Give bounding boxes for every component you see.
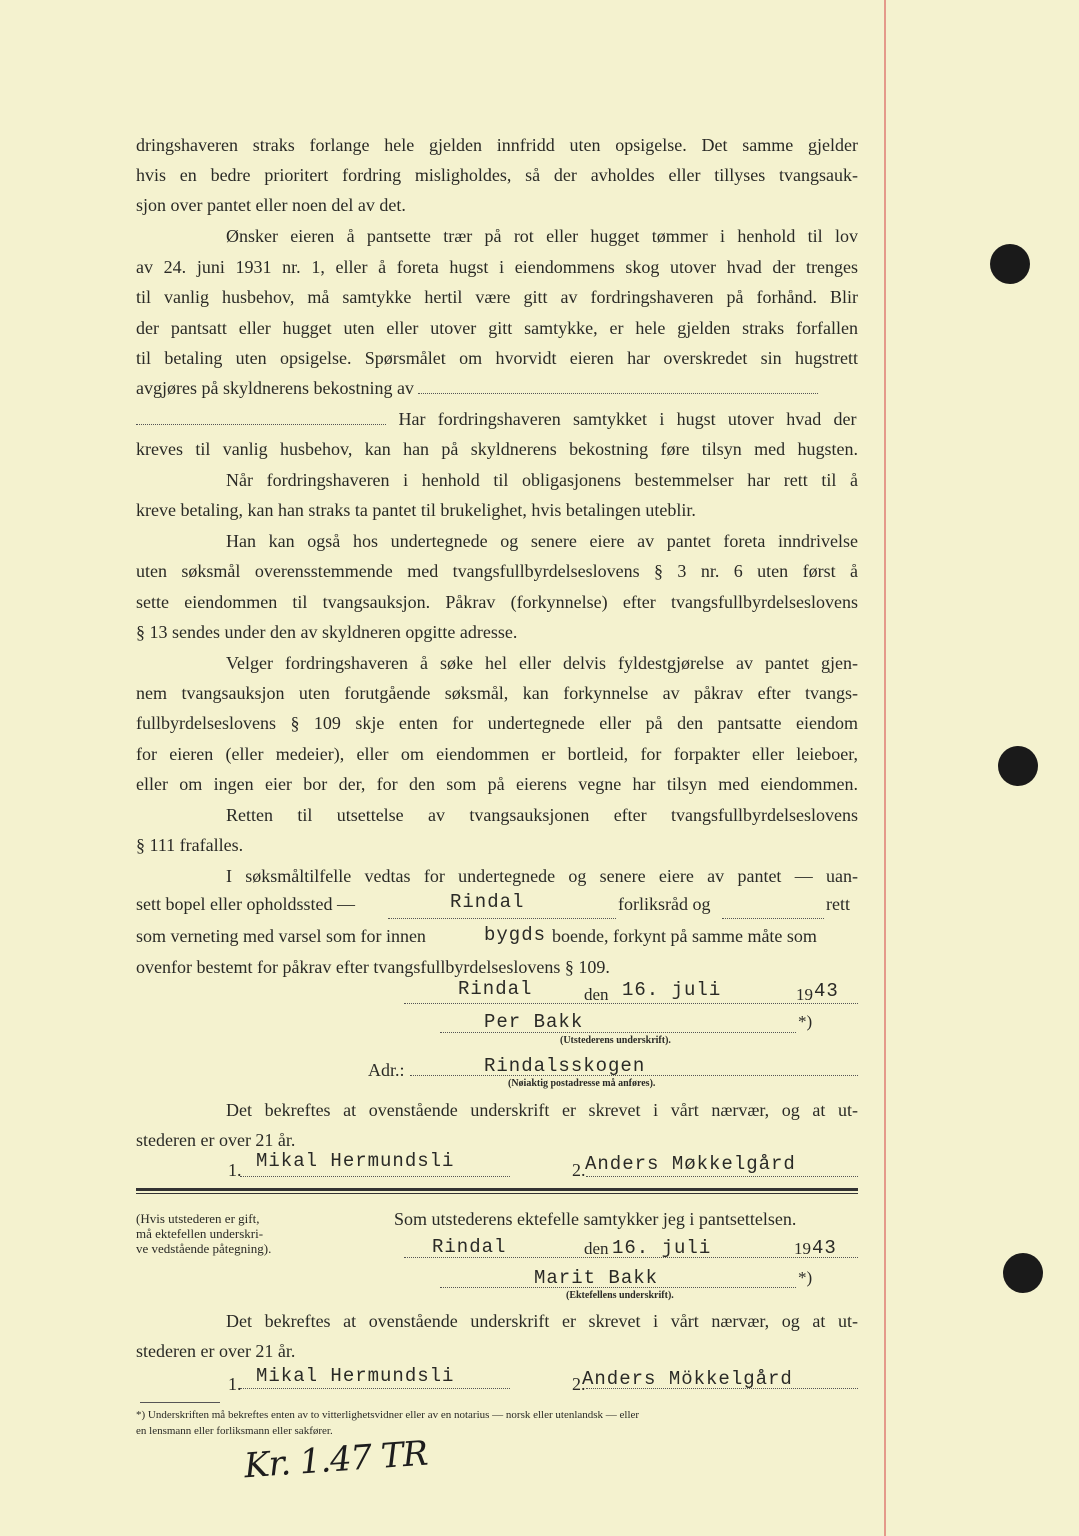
body-line: § 111 frafalles. — [136, 835, 244, 855]
footnote-line: *) Underskriften må bekreftes enten av to vitterlighetsvidner eller av en notarius — norsk eller utenlandsk — eller — [136, 1409, 640, 1421]
body-line: som verneting med varsel som for innen — [136, 926, 426, 946]
venue-rett: rett — [826, 894, 850, 914]
venue-forliksrad: forliksråd og — [618, 894, 711, 914]
witness-line — [240, 1388, 510, 1389]
venue-prefix: sett bopel eller opholdssted — — [136, 894, 355, 914]
punch-hole — [1003, 1253, 1043, 1293]
body-line: nem tvangsauksjon uten forutgående søksmål, kan forkynnelse av påkrav efter tvangs- — [136, 683, 858, 703]
spouse-year: 43 — [812, 1237, 837, 1259]
witness-number: 1. — [228, 1374, 242, 1394]
sign-place: Rindal — [458, 978, 533, 1000]
body-line: hvis en bedre prioritert fordring misligholdes, så der avholdes eller tillyses tvangsauk- — [136, 165, 858, 185]
body-line: I søksmåltilfelle vedtas for undertegnede og senere eiere av pantet — uan- — [226, 866, 858, 886]
spouse-note: ve vedstående påtegning). — [136, 1241, 272, 1256]
body-line: sjon over pantet eller noen del av det. — [136, 195, 406, 215]
witness-name: Anders Møkkelgård — [585, 1153, 796, 1175]
body-line: ovenfor bestemt for påkrav efter tvangsfullbyrdelseslovens § 109. — [136, 957, 610, 977]
body-line: dringshaveren straks forlange hele gjelden innfridd uten opsigelse. Det samme gjelder — [136, 135, 858, 155]
blank-field — [418, 393, 818, 394]
address-label: Adr.: — [368, 1060, 405, 1080]
witness-text: Det bekreftes at ovenstående underskrift er skrevet i vårt nærvær, og at ut- — [226, 1311, 858, 1331]
spouse-note: (Hvis utstederen er gift, — [136, 1211, 260, 1226]
witness-text: stederen er over 21 år. — [136, 1130, 296, 1150]
body-line: boende, forkynt på samme måte som — [552, 926, 817, 946]
divider — [136, 1193, 858, 1194]
body-line: Ønsker eieren å pantsette trær på rot eller hugget tømmer i henhold til lov — [226, 226, 858, 246]
signer-star: *) — [798, 1012, 813, 1031]
body-line: for eieren (eller medeier), eller om eiendommen er bortleid, for forpakter eller leieboer, — [136, 744, 858, 764]
body-line: Retten til utsettelse av tvangsauksjonen efter tvangsfullbyrdelseslovens — [226, 805, 858, 825]
witness-number: 1. — [228, 1160, 242, 1180]
footnote-line: en lensmann eller forliksmann eller sakfører. — [136, 1425, 333, 1437]
blank-field — [722, 918, 824, 919]
body-line — [136, 377, 858, 399]
blank-field — [136, 424, 386, 425]
body-line: kreve betaling, kan han straks ta pantet til brukelighet, hvis betalingen uteblir. — [136, 500, 696, 520]
body-line: Når fordringshaveren i henhold til obligasjonens bestemmelser har rett til å — [226, 470, 858, 490]
spouse-signer: Marit Bakk — [534, 1267, 659, 1289]
spouse-note: må ektefellen underskri- — [136, 1226, 264, 1241]
spouse-place: Rindal — [432, 1236, 507, 1258]
punch-hole — [990, 244, 1030, 284]
witness-name: Anders Mökkelgård — [582, 1368, 793, 1390]
margin-line — [884, 0, 886, 1536]
body-line: kreves til vanlig husbehov, kan han på skyldnerens bekostning føre tilsyn med hugsten. — [136, 439, 858, 459]
body-line: av 24. juni 1931 nr. 1, eller å foreta hugst i eiendommens skog utover hvad der trenges — [136, 257, 858, 277]
sign-year: 43 — [814, 980, 839, 1002]
body-line: Velger fordringshaveren å søke hel eller delvis fyldestgjørelse av pantet gjen- — [226, 653, 858, 673]
body-line: til vanlig husbehov, må samtykke hertil være gitt av fordringshaveren på forhånd. Blir — [136, 287, 858, 307]
body-line: eller om ingen eier bor der, for den som på eierens vegne har tilsyn med eiendommen. — [136, 774, 858, 794]
footnote-rule — [140, 1402, 220, 1403]
witness-name: Mikal Hermundsli — [256, 1365, 455, 1387]
body-line-text: avgjøres på skyldnerens bekostning av — [136, 378, 414, 398]
witness-number: 2. — [572, 1160, 586, 1180]
witness-line — [586, 1176, 858, 1177]
sign-date: 16. juli — [622, 979, 722, 1001]
witness-number: 2. — [572, 1374, 586, 1394]
body-line: til betaling uten opsigelse. Spørsmålet om hvorvidt eieren har overskredet sin hugstrett — [136, 348, 858, 368]
witness-name: Mikal Hermundsli — [256, 1150, 455, 1172]
spouse-caption: (Ektefellens underskrift). — [566, 1290, 674, 1301]
blank-field — [388, 918, 616, 919]
body-line: § 13 sendes under den av skyldneren opgitte adresse. — [136, 622, 518, 642]
sign-year-prefix: 19 — [796, 985, 813, 1004]
body-line: der pantsatt eller hugget uten eller utover gitt samtykke, er hele gjelden straks forfallen — [136, 318, 858, 338]
address-caption: (Nøiaktig postadresse må anføres). — [508, 1078, 656, 1089]
spouse-year-prefix: 19 — [794, 1239, 811, 1258]
address-value: Rindalsskogen — [484, 1055, 646, 1077]
witness-text: stederen er over 21 år. — [136, 1341, 296, 1361]
spouse-den: den — [584, 1239, 609, 1258]
spouse-star: *) — [798, 1268, 813, 1287]
venue-place: Rindal — [450, 891, 525, 913]
body-line-text: Har fordringshaveren samtykket i hugst utover hvad der — [398, 409, 857, 429]
sign-den: den — [584, 985, 609, 1004]
signer-name: Per Bakk — [484, 1011, 584, 1033]
body-line: uten søksmål overensstemmende med tvangsfullbyrdelseslovens § 3 nr. 6 uten først å — [136, 561, 858, 581]
body-line: fullbyrdelseslovens § 109 skje enten for undertegnede eller på den pantsatte eiendom — [136, 713, 858, 733]
handwritten-note: Kr. 1.47 TR — [242, 1433, 429, 1487]
signer-caption: (Utstederens underskrift). — [560, 1035, 671, 1046]
punch-hole — [998, 746, 1038, 786]
venue-bygd: bygds — [484, 924, 547, 946]
witness-line — [240, 1176, 510, 1177]
date-line — [404, 1003, 858, 1004]
body-line: sette eiendommen til tvangsauksjon. Påkrav (forkynnelse) efter tvangsfullbyrdelseslovens — [136, 592, 858, 612]
spouse-date: 16. juli — [612, 1237, 712, 1259]
witness-text: Det bekreftes at ovenstående underskrift er skrevet i vårt nærvær, og at ut- — [226, 1100, 858, 1120]
divider — [136, 1188, 858, 1191]
spouse-consent: Som utstederens ektefelle samtykker jeg i pantsettelsen. — [394, 1209, 797, 1229]
body-line: Han kan også hos undertegnede og senere eiere av pantet foreta inndrivelse — [226, 531, 858, 551]
body-line — [136, 408, 858, 430]
